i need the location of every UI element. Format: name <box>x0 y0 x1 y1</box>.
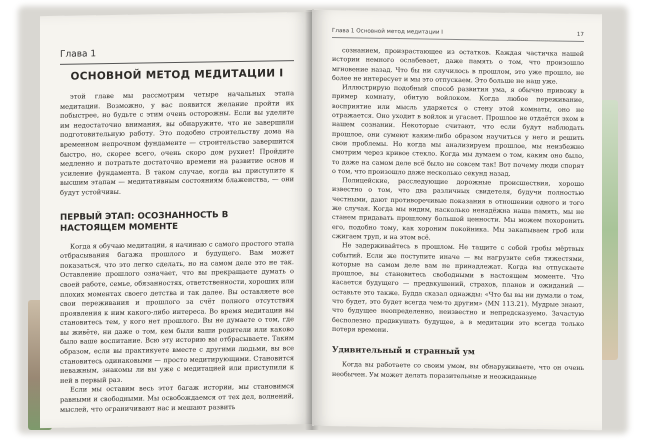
section-title: ПЕРВЫЙ ЭТАП: ОСОЗНАННОСТЬ В НАСТОЯЩЕМ МОМЕНТЕ <box>60 209 229 234</box>
body-paragraph: Если мы оставим весь этот багаж истории, мы становимся равными и свободными. Мы освобождаемся от тех дел, волнений, мыслей, что ограничивают нас и мешают развить <box>60 382 294 414</box>
intro-paragraph: этой главе мы рассмотрим четыре начальных этапа медитации. Возможно, у вас появится желание пройти их побыстрее, но будьте с этим очень осторожны. Если вы уделите им недостаточно внимания, вы обнаружите, что не завершили подготовительную работу. Это подобно строительству дома на временном непрочном фундаменте — строительство завершится быстро, но, скорее всего, очень скоро дом рухнет! Пройдите медленно и потратьте достаточно времени на развитие основ и усиление фундамента. В таком случае, когда вы приступите к высшим этапам — медитативным состояниям блаженства, — они будут устойчивы. <box>60 89 294 197</box>
cover-edge-right <box>600 100 618 360</box>
chapter-label: Глава 1 <box>60 49 97 60</box>
body-paragraph: Иллюстрирую подобный способ развития ума, я обычно привожу в пример комнату, обитую войлоком. Когда любое переживание, восприятие или мысль ударяется о стену этой комнаты, оно не отражается. Оно уходит в войлок и угасает. Прошлое не отдаётся эхом в нашем сознании. Некоторые считают, что если будут наблюдать прошлое, они сумеют каким-либо образом научиться у него и решить свои проблемы. Но когда мы анализируем прошлое, мы неизбежно смотрим через кривое стекло. Когда мы думаем о том, каким оно было, то даже на самом деле всё было не совсем так! Вот почему люди спорят о том, что произошло даже несколько секунд назад. <box>332 83 584 178</box>
subheading: Удивительный и странный ум <box>332 344 475 357</box>
running-head <box>332 28 584 42</box>
left-page <box>40 12 312 428</box>
body-paragraph: сознанием, произрастающее из остатков. Каждая частичка нашей истории немного ослабевает, даже память о том, что произошло мгновение назад. Что бы ни случилось в прошлом, это уже прошло, не более не интересует и мы это отпускаем. Это больше не наш уже. <box>332 46 584 86</box>
page-number: 17 <box>576 31 584 38</box>
right-page <box>312 10 602 431</box>
body-paragraph: Когда я обучаю медитации, я начинаю с самого простого этапа отбрасывания багажа прошлого и будущего. Вам может показаться, что это легко сделать, но на самом деле это не так. Оставление прошлого означает, что вы прекращаете думать о своей работе, семье, обязанностях, ответственности, хороших или плохих моментах своего детства и так далее. Вы оставляете все свои переживания и прошлого за счёт полного отсутствия проявления к ним какого-либо интереса. Во время медитации вы становитесь тем, у кого нет прошлого. Вы не думаете о том, где вы живёте, ни даже о том, кем были ваши родители или каково было ваше воспитание. Всю эту историю вы отбрасываете. Таким образом, если вы практикуете вместе с другими людьми, вы все становитесь одинаковыми — просто медитирующими. Становится неважным, знакомы ли вы уже с медитацией или приступили к ней в первый раз. <box>60 238 294 385</box>
body-paragraph: Полицейские, расследующие дорожные происшествия, хорошо известно о том, что два различных свидетеля, будучи полностью честными, дают противоречивые показания в отношении одного и того же случая. Когда мы видим, насколько ненадёжна наша память, мы не станем придавать прошлому большой ценности. Мы можем похоронить его, подобно тому, как хороним покойника. Мы закапываем гроб или сжигаем труп, и на этом всё. <box>332 176 584 242</box>
chapter-rule <box>60 60 294 65</box>
chapter-title: ОСНОВНОЙ МЕТОД МЕДИТАЦИИ I <box>70 67 284 83</box>
body-paragraph: Не задерживайтесь в прошлом. Не тащите с собой гробы мёртвых событий. Если же поступите иначе — вы нагрузите себя тяжестями, которые на самом деле вам не принадлежат. Когда вы отпускаете прошлое, вы становитесь свободными в настоящем моменте. Что касается будущего — предвкушений, страхов, планов и ожиданий — оставьте это также. Будда сказал однажды: «Что бы вы ни думали о том, что будет, это будет всегда чем-то другим» (MN 113.21). Мудрые знают, что будущее неопределенно, неизвестно и непредсказуемо. Зачастую бесполезно предвкушать будущее, а в медитации это всегда только потеря времени. <box>332 241 584 334</box>
body-paragraph: Когда вы работаете со своим умом, вы обнаруживаете, что он очень необычен. Ум может делать поразительные и неожиданные <box>332 360 584 381</box>
running-head-title: Глава 1 Основной метод медитации I <box>332 28 443 36</box>
